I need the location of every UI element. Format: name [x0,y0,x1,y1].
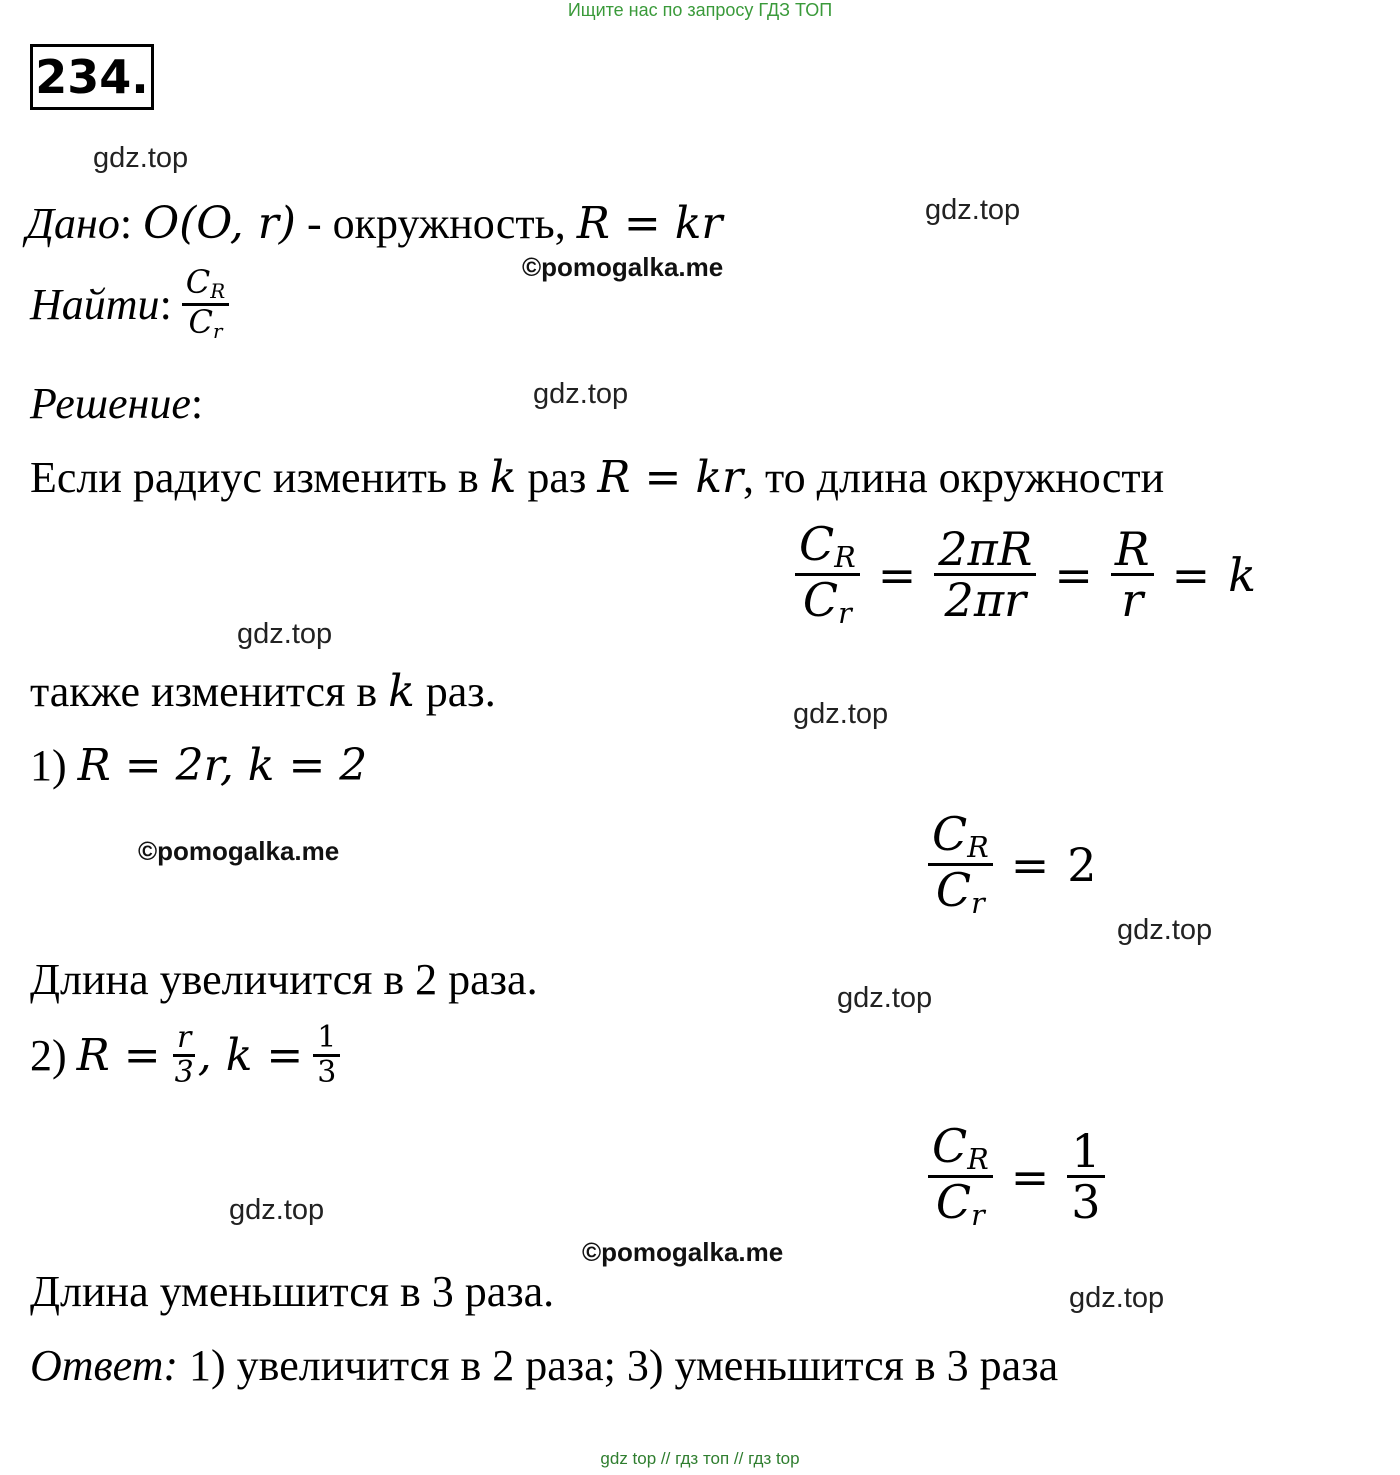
fraction-cr-over-cr: $\frac{C_R}{C_r}$ [928,1122,993,1231]
watermark-gdz: gdz.top [237,618,333,650]
watermark-gdz: gdz.top [793,698,889,730]
case-2-prefix: 2) [30,1030,67,1080]
equals-sign: = [1010,837,1050,892]
equals-sign: = [877,547,917,602]
find-label: Найти [30,279,160,329]
given-label: Дано [26,199,120,248]
solution-line-1 [30,452,1164,503]
find-num: C [185,263,211,301]
solution-text: раз [516,453,598,502]
solution-text: , то длина окружности [743,453,1165,502]
case-2-k-part: , k = [197,1029,304,1081]
find-num-sub: R [210,279,226,303]
main-equation [795,517,1256,631]
watermark-pomogalka: ©pomogalka.me [582,1237,784,1267]
case-2-conclusion: Длина уменьшится в 3 раза. [30,1267,555,1316]
watermark-gdz: gdz.top [837,982,933,1014]
top-banner: Ищите нас по запросу ГДЗ ТОП [567,0,833,20]
solution-text: также изменится в [30,667,389,716]
solution-relation: R = kr [597,452,744,503]
equals-sign: = [1171,547,1211,602]
given-line [26,198,722,249]
case-1-prefix: 1) [30,741,78,790]
solution-k: k [388,666,415,717]
watermark-gdz: gdz.top [1117,914,1213,946]
watermark-gdz: gdz.top [1069,1282,1165,1314]
fraction-r-over-3: $\frac{r}{3}$ [174,1020,194,1090]
fraction-1-over-3-result: $\frac{1}{3}$ [1067,1127,1104,1227]
case-1-conclusion: Длина увеличится в 2 раза. [30,955,538,1004]
given-circle: O(O, r) [143,198,296,249]
result-k: k [1228,547,1256,602]
find-den-sub: r [213,319,223,343]
given-colon: : [119,199,133,248]
watermark-gdz: gdz.top [93,142,189,174]
case-1-equation [928,807,1097,921]
fraction-2piR-over-2pir: $\frac{2\pi R}{2\pi r}$ [934,525,1036,625]
answer-label: Ответ: [30,1341,179,1390]
bottom-banner: gdz top // гдз топ // гдз top [600,1449,800,1468]
given-relation: R = kr [576,198,723,249]
answer-line [30,1340,1058,1391]
solution-text: раз. [414,667,496,716]
find-fraction [182,263,229,343]
case-1-result: 2 [1067,837,1097,892]
case-1-condition [30,740,367,791]
find-colon: : [159,279,172,329]
case-2-r-part: R = [76,1029,161,1081]
fraction-R-over-r: $\frac{R}{r}$ [1111,525,1154,625]
solution-line-2 [30,666,496,717]
watermark-gdz: gdz.top [925,194,1021,226]
equals-sign: = [1054,547,1093,602]
find-den: C [188,302,213,341]
solution-k: k [489,452,517,503]
fraction-cr-over-cr: $\frac{C_R}{C_r}$ [928,810,993,919]
watermark-pomogalka: ©pomogalka.me [522,252,724,282]
solution-label: Решение [30,379,191,428]
solution-text: Если радиус изменить в [30,453,490,502]
watermark-gdz: gdz.top [533,378,629,410]
watermark-gdz: gdz.top [229,1194,325,1226]
problem-number: 234. [30,44,154,110]
fraction-1-over-3: $\frac{1}{3}$ [313,1022,340,1088]
answer-text: 1) увеличится в 2 раза; 3) уменьшится в 3 раза [178,1341,1059,1390]
case-2-equation [928,1119,1105,1233]
solution-colon: : [190,379,204,428]
find-line [30,263,229,343]
watermark-pomogalka: ©pomogalka.me [138,836,340,866]
fraction-cr-over-cr: $\frac{C_R}{C_r}$ [795,520,860,629]
equals-sign: = [1010,1149,1050,1204]
case-1-expr: R = 2r, k = 2 [77,740,368,791]
case-2-condition [30,1022,340,1088]
solution-label-line [30,378,203,429]
given-text: - окружность, [295,199,577,248]
